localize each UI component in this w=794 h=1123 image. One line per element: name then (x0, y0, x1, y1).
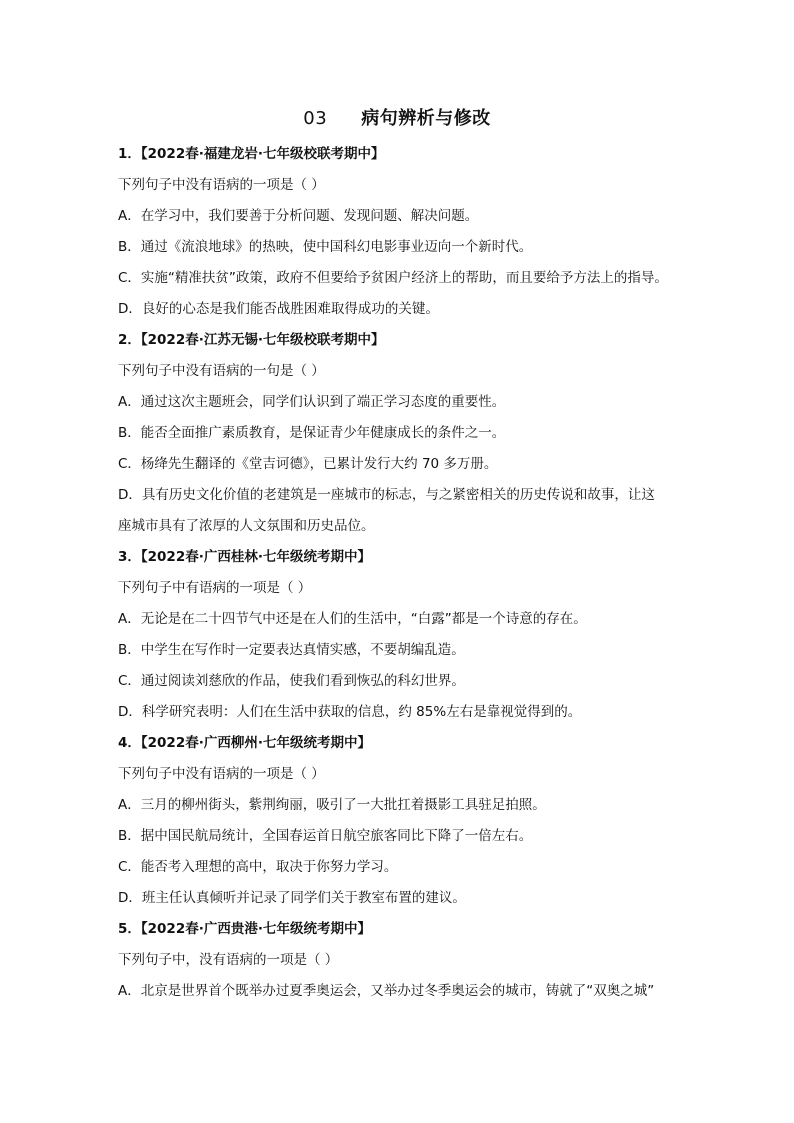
option-c: C．杨绛先生翻译的《堂吉诃德》，已累计发行大约 70 多万册。 (118, 456, 498, 472)
option-d-continuation: 座城市具有了浓厚的人文氛围和历史品位。 (118, 518, 375, 534)
option-b: B．中学生在写作时一定要表达真情实感，不要胡编乱造。 (118, 642, 465, 658)
option-d: D．班主任认真倾听并记录了同学们关于教室布置的建议。 (118, 890, 466, 906)
option-a: A．在学习中，我们要善于分析问题、发现问题、解决问题。 (118, 208, 479, 224)
question-stem: 下列句子中，没有语病的一项是（ ） (118, 952, 339, 968)
option-a: A．无论是在二十四节气中还是在人们的生活中，“白露”都是一个诗意的存在。 (118, 611, 587, 627)
option-b: B．能否全面推广素质教育，是保证青少年健康成长的条件之一。 (118, 425, 506, 441)
chapter-title: 病句辨析与修改 (361, 108, 491, 129)
question-header: 4．【2022春·广西柳州·七年级统考期中】 (118, 735, 371, 751)
option-a: A．北京是世界首个既举办过夏季奥运会，又举办过冬季奥运会的城市，铸就了“双奥之城” (118, 983, 655, 999)
option-c: C．实施“精准扶贫”政策，政府不但要给予贫困户经济上的帮助，而且要给予方法上的指导。 (118, 270, 668, 286)
option-b: B．据中国民航局统计，全国春运首日航空旅客同比下降了一倍左右。 (118, 828, 533, 844)
question-stem: 下列句子中没有语病的一项是（ ） (118, 177, 325, 193)
option-d: D．具有历史文化价值的老建筑是一座城市的标志，与之紧密相关的历史传说和故事，让这 (118, 487, 655, 503)
question-3 (118, 546, 688, 723)
question-header: 3．【2022春·广西桂林·七年级统考期中】 (118, 549, 371, 565)
option-d: D．良好的心态是我们能否战胜困难取得成功的关键。 (118, 301, 439, 317)
question-4 (118, 732, 688, 909)
question-stem: 下列句子中没有语病的一句是（ ） (118, 363, 325, 379)
option-a: A．三月的柳州街头，紫荆绚丽，吸引了一大批扛着摄影工具驻足拍照。 (118, 797, 546, 813)
question-2 (118, 329, 688, 537)
question-list (118, 143, 688, 1011)
question-5 (118, 918, 688, 1002)
page-title (0, 104, 794, 130)
question-header: 5．【2022春·广西贵港·七年级统考期中】 (118, 921, 371, 937)
question-header: 2．【2022春·江苏无锡·七年级校联考期中】 (118, 332, 385, 348)
option-c: C．通过阅读刘慈欣的作品，使我们看到恢弘的科幻世界。 (118, 673, 465, 689)
option-a: A．通过这次主题班会，同学们认识到了端正学习态度的重要性。 (118, 394, 506, 410)
option-d: D．科学研究表明：人们在生活中获取的信息，约 85%左右是靠视觉得到的。 (118, 704, 582, 720)
question-stem: 下列句子中没有语病的一项是（ ） (118, 766, 325, 782)
chapter-number: 03 (303, 108, 328, 129)
question-header: 1．【2022春·福建龙岩·七年级校联考期中】 (118, 146, 385, 162)
question-stem: 下列句子中有语病的一项是（ ） (118, 580, 312, 596)
option-c: C．能否考入理想的高中，取决于你努力学习。 (118, 859, 398, 875)
option-b: B．通过《流浪地球》的热映，使中国科幻电影事业迈向一个新时代。 (118, 239, 533, 255)
question-1 (118, 143, 688, 320)
